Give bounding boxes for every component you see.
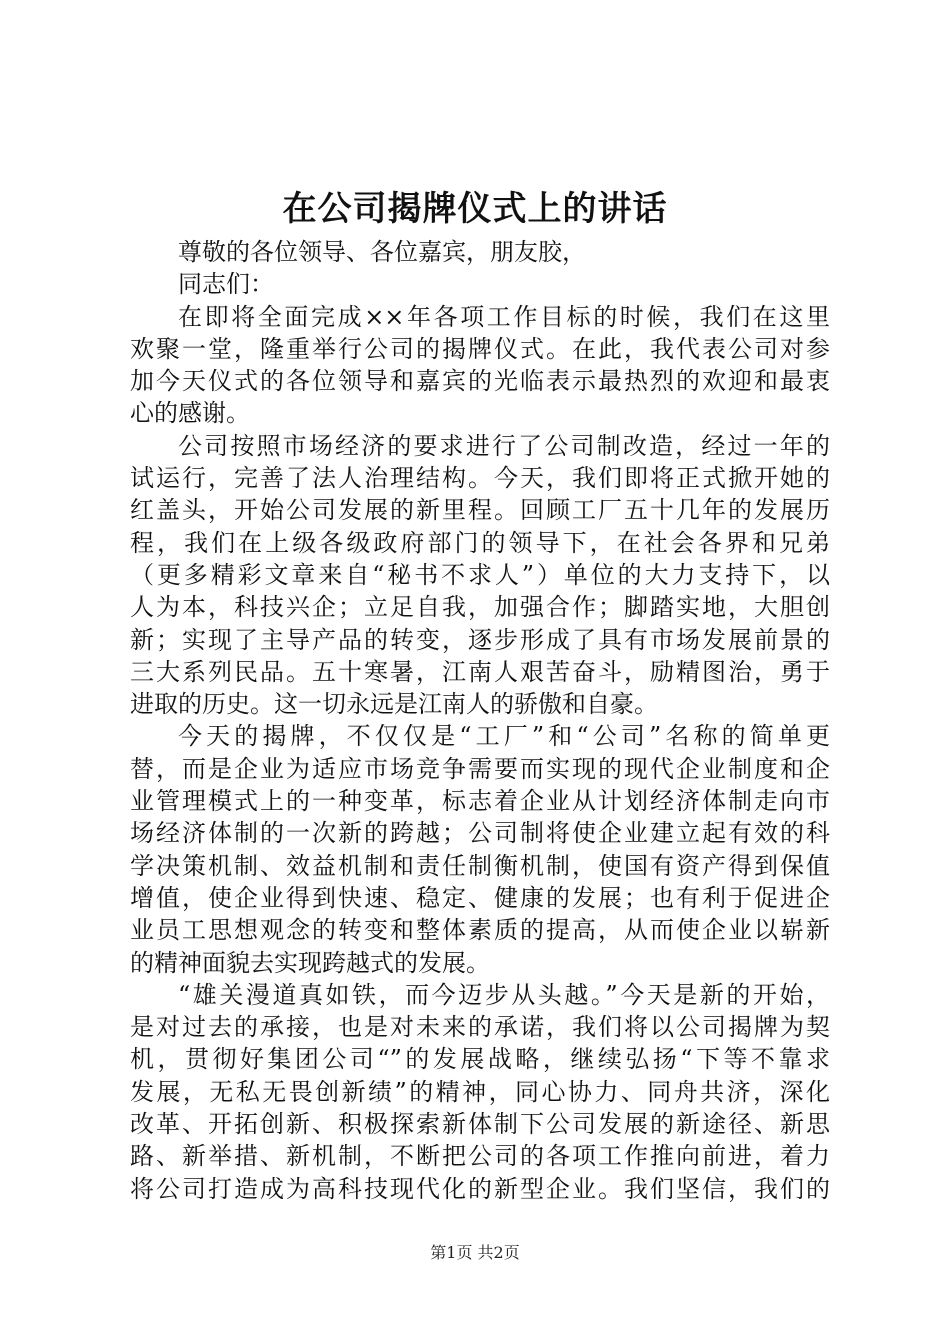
paragraph-line: 增值，使企业得到快速、稳定、健康的发展；也有利于促进企 (130, 883, 830, 912)
salutation-line: 同志们： (178, 270, 274, 299)
paragraph-line: 在即将全面完成××年各项工作目标的时候，我们在这里 (178, 302, 830, 331)
paragraph-line: 试运行，完善了法人治理结构。今天，我们即将正式掀开她的 (130, 464, 830, 493)
paragraph-line: 进取的历史。这一切永远是江南人的骄傲和自豪。 (130, 690, 658, 719)
paragraph-line: 红盖头，开始公司发展的新里程。回顾工厂五十几年的发展历 (130, 496, 830, 525)
document-title: 在公司揭牌仪式上的讲话 (282, 189, 668, 229)
paragraph-line: 程，我们在上级各级政府部门的领导下，在社会各界和兄弟 (130, 528, 830, 557)
paragraph-line: 学决策机制、效益机制和责任制衡机制，使国有资产得到保值 (130, 851, 830, 880)
paragraph-line: 新；实现了主导产品的转变，逐步形成了具有市场发展前景的 (130, 625, 830, 654)
paragraph-line: 今天的揭牌，不仅仅是“工厂”和“公司”名称的简单更 (178, 722, 830, 751)
paragraph-line: 人为本，科技兴企；立足自我，加强合作；脚踏实地，大胆创 (130, 593, 830, 622)
paragraph-line: 将公司打造成为高科技现代化的新型企业。我们坚信，我们的 (130, 1174, 830, 1203)
paragraph-line: 业管理模式上的一种变革，标志着企业从计划经济体制走向市 (130, 787, 830, 816)
paragraph-line: 路、新举措、新机制，不断把公司的各项工作推向前进，着力 (130, 1142, 830, 1171)
paragraph-line: 的精神面貌去实现跨越式的发展。 (130, 948, 490, 977)
paragraph-line: “雄关漫道真如铁，而今迈步从头越。”今天是新的开始， (178, 980, 830, 1009)
paragraph-line: 三大系列民品。五十寒暑，江南人艰苦奋斗，励精图治，勇于 (130, 657, 830, 686)
document-body (130, 236, 830, 1205)
page-number-footer: 第1页 共2页 (430, 1243, 520, 1262)
paragraph-line: 是对过去的承接，也是对未来的承诺，我们将以公司揭牌为契 (130, 1013, 830, 1042)
paragraph-line: 改革、开拓创新、积极探索新体制下公司发展的新途径、新思 (130, 1110, 830, 1139)
salutation-line: 尊敬的各位领导、各位嘉宾，朋友胶， (178, 238, 586, 266)
paragraph-line: 欢聚一堂，隆重举行公司的揭牌仪式。在此，我代表公司对参 (130, 334, 830, 363)
paragraph-line: 公司按照市场经济的要求进行了公司制改造，经过一年的 (178, 431, 830, 460)
paragraph-line: 业员工思想观念的转变和整体素质的提高，从而使企业以崭新 (130, 916, 830, 945)
paragraph-line: 替，而是企业为适应市场竞争需要而实现的现代企业制度和企 (130, 754, 830, 783)
paragraph-line: （更多精彩文章来自“秘书不求人”）单位的大力支持下，以 (130, 560, 830, 589)
paragraph-line: 发展，无私无畏创新绩”的精神，同心协力、同舟共济，深化 (130, 1077, 830, 1106)
paragraph-line: 场经济体制的一次新的跨越；公司制将使企业建立起有效的科 (130, 819, 830, 848)
paragraph-line: 心的感谢。 (130, 399, 250, 428)
paragraph-line: 加今天仪式的各位领导和嘉宾的光临表示最热烈的欢迎和最衷 (130, 367, 830, 396)
paragraph-line: 机，贯彻好集团公司“”的发展战略，继续弘扬“下等不靠求 (130, 1045, 830, 1074)
